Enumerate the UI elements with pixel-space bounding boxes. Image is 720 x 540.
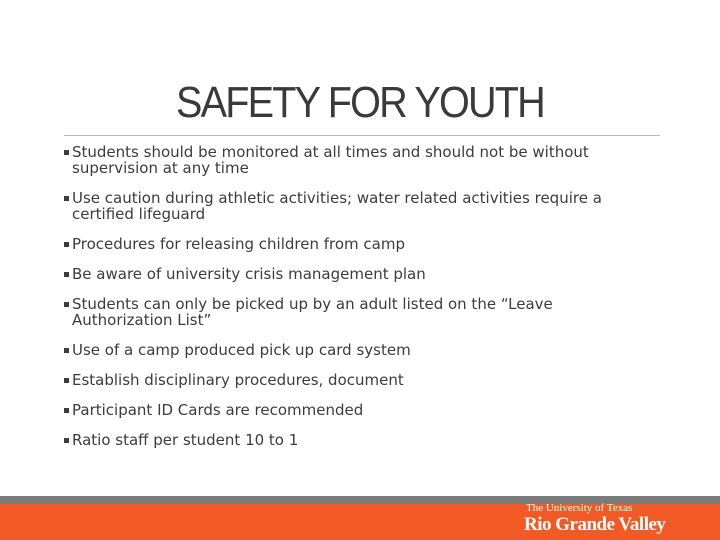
square-bullet-icon (64, 342, 72, 358)
bullet-text: Students should be monitored at all times and should not be without supervision at any time (72, 143, 589, 177)
logo-line-campus: Rio Grande Valley (524, 514, 666, 535)
university-logo (524, 500, 694, 540)
bullet-text: Students can only be picked up by an adult listed on the “Leave Authorization List” (72, 295, 553, 329)
square-bullet-icon (64, 266, 72, 282)
bullet-item (64, 266, 654, 282)
square-bullet-icon (64, 402, 72, 418)
square-bullet-icon (64, 144, 72, 160)
slide-title: SAFETY FOR YOUTH (175, 78, 544, 127)
bullet-text: Participant ID Cards are recommended (72, 401, 364, 419)
bullet-text: Be aware of university crisis management plan (72, 265, 426, 283)
bullet-item (64, 372, 654, 388)
square-bullet-icon (64, 190, 72, 206)
title-divider (64, 135, 660, 136)
logo-line-university: The University of Texas (526, 502, 633, 514)
bullet-item (64, 190, 654, 222)
bullet-text: Procedures for releasing children from camp (72, 235, 405, 253)
bullet-item (64, 342, 654, 358)
square-bullet-icon (64, 236, 72, 252)
bullet-text: Ratio staff per student 10 to 1 (72, 431, 299, 449)
bullet-text: Use caution during athletic activities; water related activities require a certified lifeguard (72, 189, 602, 223)
bullet-item (64, 402, 654, 418)
square-bullet-icon (64, 432, 72, 448)
bullet-text: Use of a camp produced pick up card system (72, 341, 411, 359)
bullet-item (64, 236, 654, 252)
bullet-list (64, 144, 654, 462)
bullet-item (64, 144, 654, 176)
square-bullet-icon (64, 296, 72, 312)
bullet-item (64, 432, 654, 448)
bullet-text: Establish disciplinary procedures, document (72, 371, 404, 389)
square-bullet-icon (64, 372, 72, 388)
bullet-item (64, 296, 654, 328)
